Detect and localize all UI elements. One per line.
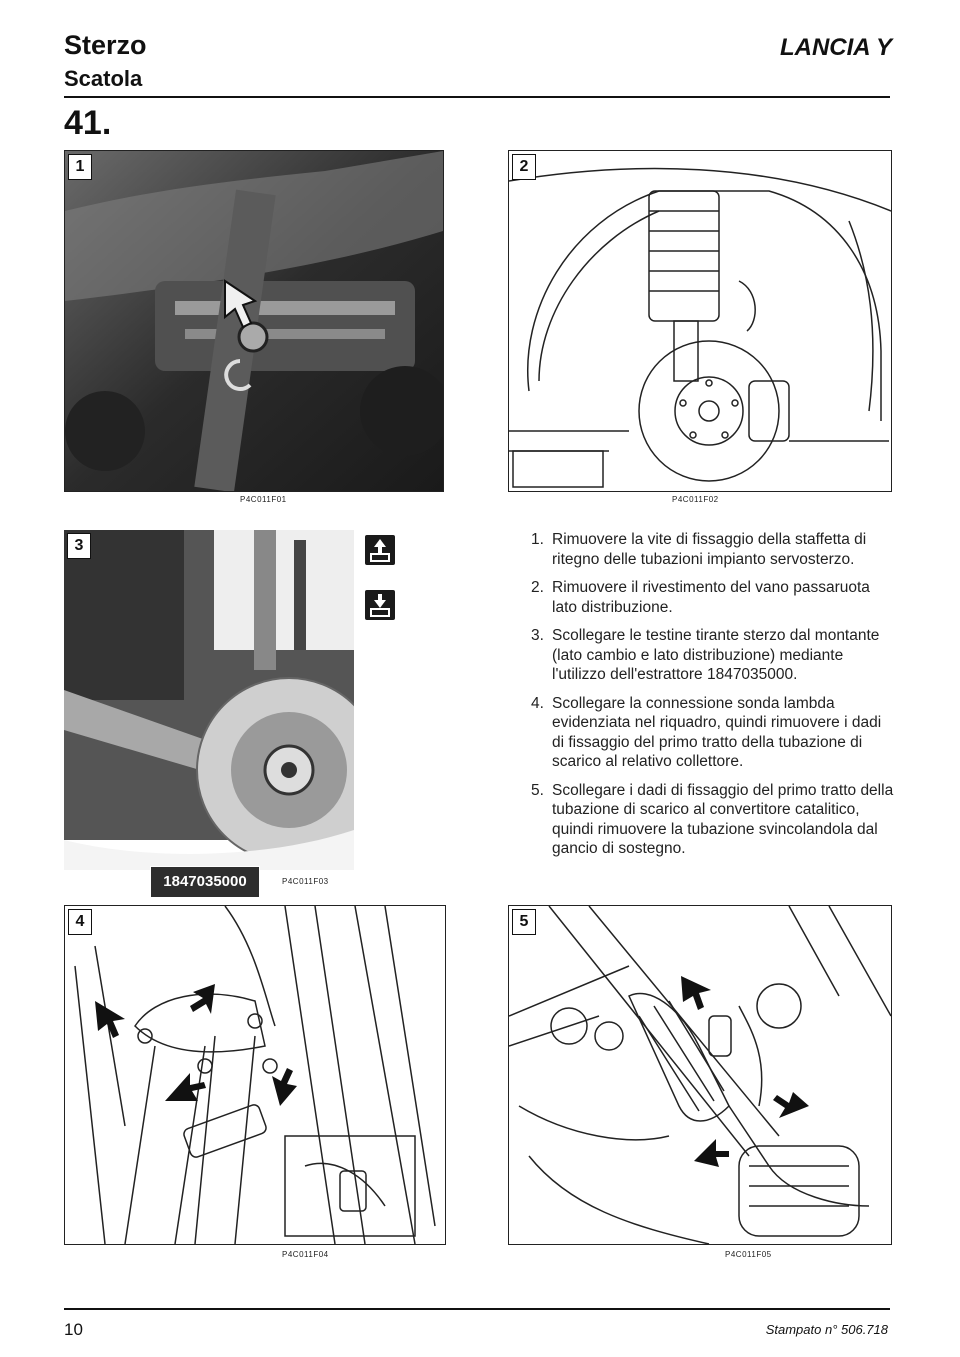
instruction-step: 4. Scollegare la connessione sonda lambda evidenziata nel riquadro, quindi rimuovere i dadi di fissaggio del primo tratto della tubazione di scarico al relativo collettore. (531, 694, 882, 770)
figure-2-caption: P4C011F02 (672, 495, 719, 504)
page-number: 10 (64, 1320, 83, 1339)
figure-3 (64, 530, 354, 870)
figure-2 (508, 150, 892, 492)
page-subtitle: Scatola (64, 66, 143, 91)
tool-code-label: 1847035000 (150, 866, 260, 898)
instruction-step: 2. Rimuovere il rivestimento del vano passaruota lato distribuzione. (531, 579, 870, 616)
instruction-step: 5. Scollegare i dadi di fissaggio del primo tratto della tubazione di scarico al convertitore catalitico, quindi rimuovere la tubazione svincolandola dal gancio di sostegno. (531, 781, 894, 857)
figure-3-illustration (64, 530, 354, 870)
figure-5 (508, 905, 892, 1245)
figure-1-caption: P4C011F01 (240, 495, 287, 504)
figure-4-caption: P4C011F04 (282, 1250, 329, 1259)
printed-number: Stampato n° 506.718 (765, 1322, 888, 1337)
header-rule (64, 96, 890, 98)
figure-5-number: 5 (512, 909, 536, 935)
figure-3-caption: P4C011F03 (282, 877, 329, 886)
footer-rule (64, 1308, 890, 1310)
figure-1-illustration (65, 151, 443, 491)
figure-4 (64, 905, 446, 1245)
instruction-step: 1. Rimuovere la vite di fissaggio della staffetta di ritegno delle tubazioni impianto servosterzo. (531, 531, 867, 568)
figure-2-number: 2 (512, 154, 536, 180)
figure-4-number: 4 (68, 909, 92, 935)
figure-1-number: 1 (68, 154, 92, 180)
figure-5-caption: P4C011F05 (725, 1250, 772, 1259)
figure-1 (64, 150, 444, 492)
section-number: 41. (64, 104, 112, 142)
tool-remove-icon (365, 590, 395, 620)
instruction-step: 3. Scollegare le testine tirante sterzo dal montante (lato cambio e lato distribuzione) mediante l'utilizzo dell'estrattore 1847035000. (531, 627, 880, 683)
tool-mount-icon (365, 535, 395, 565)
page-title: Sterzo (64, 30, 147, 60)
figure-2-illustration (509, 151, 891, 491)
brand-label: LANCIA Y (779, 34, 892, 61)
instruction-list (522, 530, 894, 868)
figure-3-number: 3 (67, 533, 91, 559)
figure-4-illustration (65, 906, 445, 1244)
figure-5-illustration (509, 906, 891, 1244)
